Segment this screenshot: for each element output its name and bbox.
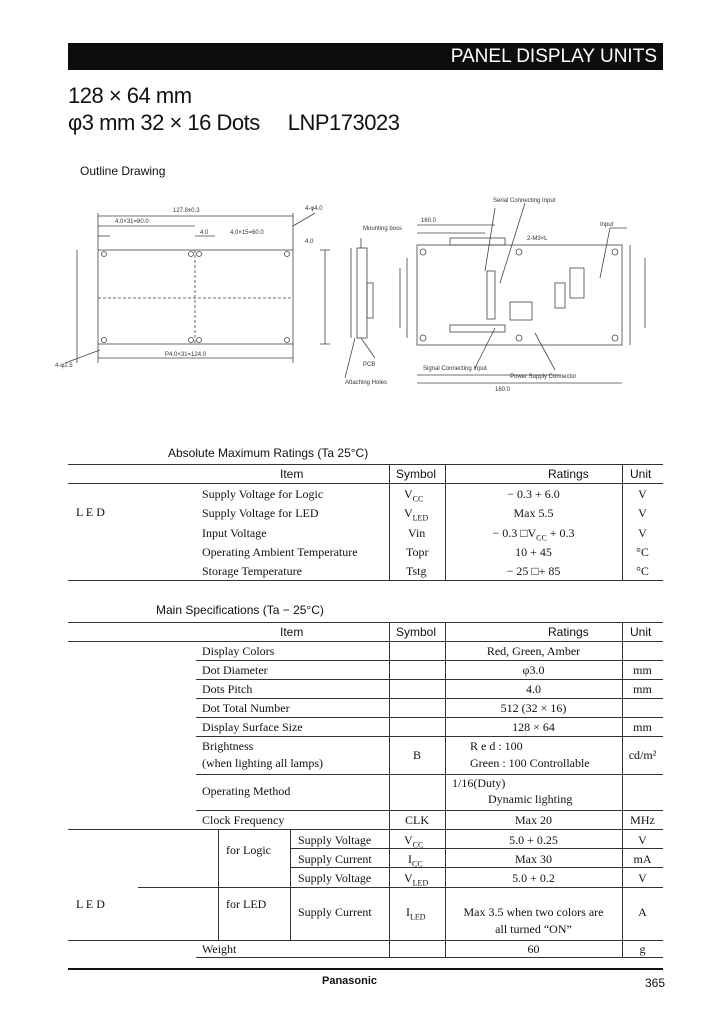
svg-text:Power Supply Connector: Power Supply Connector — [510, 374, 577, 380]
rating-sub: CC — [536, 533, 547, 543]
row-symbol — [406, 905, 426, 921]
svg-text:160.0: 160.0 — [421, 218, 437, 224]
symbol-main: V — [404, 833, 413, 847]
symbol-main: Vin — [408, 526, 426, 540]
abs-row-symbol: Tstg — [406, 564, 427, 578]
rating-main: − 0.3 □V — [492, 526, 537, 540]
svg-text:Input: Input — [600, 222, 614, 228]
row-symbol — [404, 871, 428, 887]
brightness-condition: (when lighting all lamps) — [202, 756, 323, 770]
abs-row-unit: °C — [636, 545, 649, 559]
row-unit: A — [638, 905, 647, 919]
row-unit: mA — [633, 852, 652, 866]
clock-unit: MHz — [630, 813, 655, 827]
brightness-rating-green: Green : 100 Controllable — [470, 756, 590, 770]
outline-caption: Outline Drawing — [80, 164, 166, 178]
symbol-sub: LED — [412, 878, 429, 888]
operating-method-lighting: Dynamic lighting — [488, 792, 573, 806]
abs-row-item: Operating Ambient Temperature — [202, 545, 358, 559]
for-logic-label: for Logic — [226, 843, 271, 857]
row-unit: V — [638, 833, 647, 847]
abs-row-item: Supply Voltage for LED — [202, 506, 319, 520]
symbol-sub: CC — [412, 494, 424, 504]
abs-row-rating — [445, 526, 622, 542]
dots-pitch-rating: 4.0 — [526, 682, 541, 696]
svg-text:160.0: 160.0 — [495, 387, 511, 393]
main-spec-title: Main Specifications (Ta − 25°C) — [156, 603, 324, 617]
row-unit: V — [638, 871, 647, 885]
abs-row-rating: − 25 □+ 85 — [506, 564, 561, 578]
svg-text:4.0: 4.0 — [200, 230, 209, 236]
brightness-rating-red: R e d : 100 — [470, 739, 523, 753]
svg-text:Signal Connecting Input: Signal Connecting Input — [423, 366, 487, 372]
display-colors-rating: Red, Green, Amber — [486, 644, 581, 658]
svg-text:4-φ2.5: 4-φ2.5 — [55, 363, 73, 369]
abs-row-unit: °C — [636, 564, 649, 578]
symbol-sub: CC — [412, 840, 424, 850]
abs-header-symbol: Symbol — [396, 467, 437, 481]
row-rating-line1: Max 3.5 when two colors are — [463, 905, 604, 919]
abs-row-symbol: Topr — [406, 545, 429, 559]
abs-group-label: L E D — [76, 505, 105, 519]
abs-row-unit: V — [638, 487, 647, 501]
abs-row-rating: Max 5.5 — [513, 506, 554, 520]
main-header-item: Item — [280, 625, 304, 639]
symbol-main: I — [406, 905, 410, 919]
operating-method-item: Operating Method — [202, 784, 291, 798]
brightness-item: Brightness — [202, 739, 254, 753]
dot-total-item: Dot Total Number — [202, 701, 290, 715]
category-title: PANEL DISPLAY UNITS — [450, 46, 657, 67]
symbol-main: I — [408, 852, 412, 866]
row-symbol — [408, 852, 423, 868]
abs-row-symbol — [404, 487, 423, 503]
row-rating: 5.0 + 0.25 — [509, 833, 558, 847]
display-colors-item: Display Colors — [202, 644, 275, 658]
dot-diameter-unit: mm — [633, 663, 652, 677]
abs-row-item: Supply Voltage for Logic — [202, 487, 324, 501]
abs-row-symbol — [404, 506, 428, 522]
page-number: 365 — [645, 976, 666, 990]
surface-size-unit: mm — [633, 720, 652, 734]
row-symbol — [404, 833, 423, 849]
outline-drawing — [55, 188, 655, 403]
abs-row-symbol — [408, 526, 425, 541]
operating-method-duty: 1/16(Duty) — [452, 776, 506, 790]
abs-header-unit: Unit — [630, 467, 652, 481]
abs-row-unit: V — [638, 526, 647, 540]
front-panel-outline — [98, 250, 293, 344]
main-header-unit: Unit — [630, 625, 652, 639]
row-rating: Max 30 — [515, 852, 552, 866]
row-item: Supply Current — [298, 852, 372, 866]
dot-diameter-rating: φ3.0 — [522, 663, 545, 677]
svg-text:2-M3×L: 2-M3×L — [527, 236, 548, 242]
product-spec-line — [68, 110, 399, 136]
symbol-sub: CC — [412, 859, 423, 869]
row-rating-line2: all turned “ON” — [495, 922, 572, 936]
dots-pitch-item: Dots Pitch — [202, 682, 253, 696]
svg-text:Serial Connecting Input: Serial Connecting Input — [493, 198, 556, 204]
svg-text:4.0: 4.0 — [305, 239, 314, 245]
svg-text:127.8±0.3: 127.8±0.3 — [173, 208, 200, 214]
row-rating: 5.0 + 0.2 — [512, 871, 555, 885]
dot-diameter-item: Dot Diameter — [202, 663, 268, 677]
clock-item: Clock Frequency — [202, 813, 285, 827]
row-item: Supply Voltage — [298, 833, 372, 847]
abs-header-ratings: Ratings — [548, 467, 589, 481]
symbol-sub: LED — [410, 912, 426, 922]
symbol-main: V — [404, 487, 413, 501]
svg-text:Attaching Holes: Attaching Holes — [345, 380, 388, 386]
main-header-ratings: Ratings — [548, 625, 589, 639]
dot-total-rating: 512 (32 × 16) — [500, 701, 567, 715]
abs-row-item: Storage Temperature — [202, 564, 302, 578]
product-size: 128 × 64 mm — [68, 83, 192, 108]
weight-unit: g — [639, 942, 646, 956]
svg-text:4.0×15=60.0: 4.0×15=60.0 — [230, 230, 264, 236]
main-header-symbol: Symbol — [396, 625, 437, 639]
svg-text:Mounting boss: Mounting boss — [363, 226, 403, 232]
clock-symbol: CLK — [405, 813, 429, 827]
abs-row-item: Input Voltage — [202, 526, 267, 540]
weight-item: Weight — [202, 942, 237, 956]
abs-row-unit: V — [638, 506, 647, 520]
for-led-label: for LED — [226, 897, 267, 911]
abs-row-rating: 10 + 45 — [515, 545, 552, 559]
clock-rating: Max 20 — [515, 813, 552, 827]
svg-text:P4.0×31=124.0: P4.0×31=124.0 — [165, 352, 207, 358]
symbol-main: V — [404, 871, 413, 885]
led-group-label: L E D — [76, 897, 105, 911]
brightness-symbol: B — [412, 748, 421, 762]
surface-size-item: Display Surface Size — [202, 720, 303, 734]
row-item: Supply Current — [298, 905, 372, 919]
product-model: LNP173023 — [287, 110, 400, 135]
brightness-unit: cd/m² — [628, 748, 657, 762]
category-banner — [68, 43, 663, 70]
footer-rule — [68, 968, 663, 970]
svg-text:4-φ4.0: 4-φ4.0 — [305, 206, 323, 212]
abs-row-rating: − 0.3 + 6.0 — [507, 487, 560, 501]
svg-text:4.0×31=80.0: 4.0×31=80.0 — [115, 219, 149, 225]
dots-pitch-unit: mm — [633, 682, 652, 696]
abs-header-item: Item — [280, 467, 304, 481]
abs-max-title: Absolute Maximum Ratings (Ta 25°C) — [168, 446, 369, 460]
symbol-sub: LED — [412, 513, 429, 523]
weight-rating: 60 — [527, 942, 540, 956]
brand-logo: Panasonic — [322, 975, 378, 987]
svg-text:PCB: PCB — [363, 362, 376, 368]
row-item: Supply Voltage — [298, 871, 372, 885]
product-spec: φ3 mm 32 × 16 Dots — [68, 110, 260, 135]
rating-tail: + 0.3 — [546, 526, 575, 540]
symbol-main: V — [404, 506, 413, 520]
surface-size-rating: 128 × 64 — [512, 720, 555, 734]
